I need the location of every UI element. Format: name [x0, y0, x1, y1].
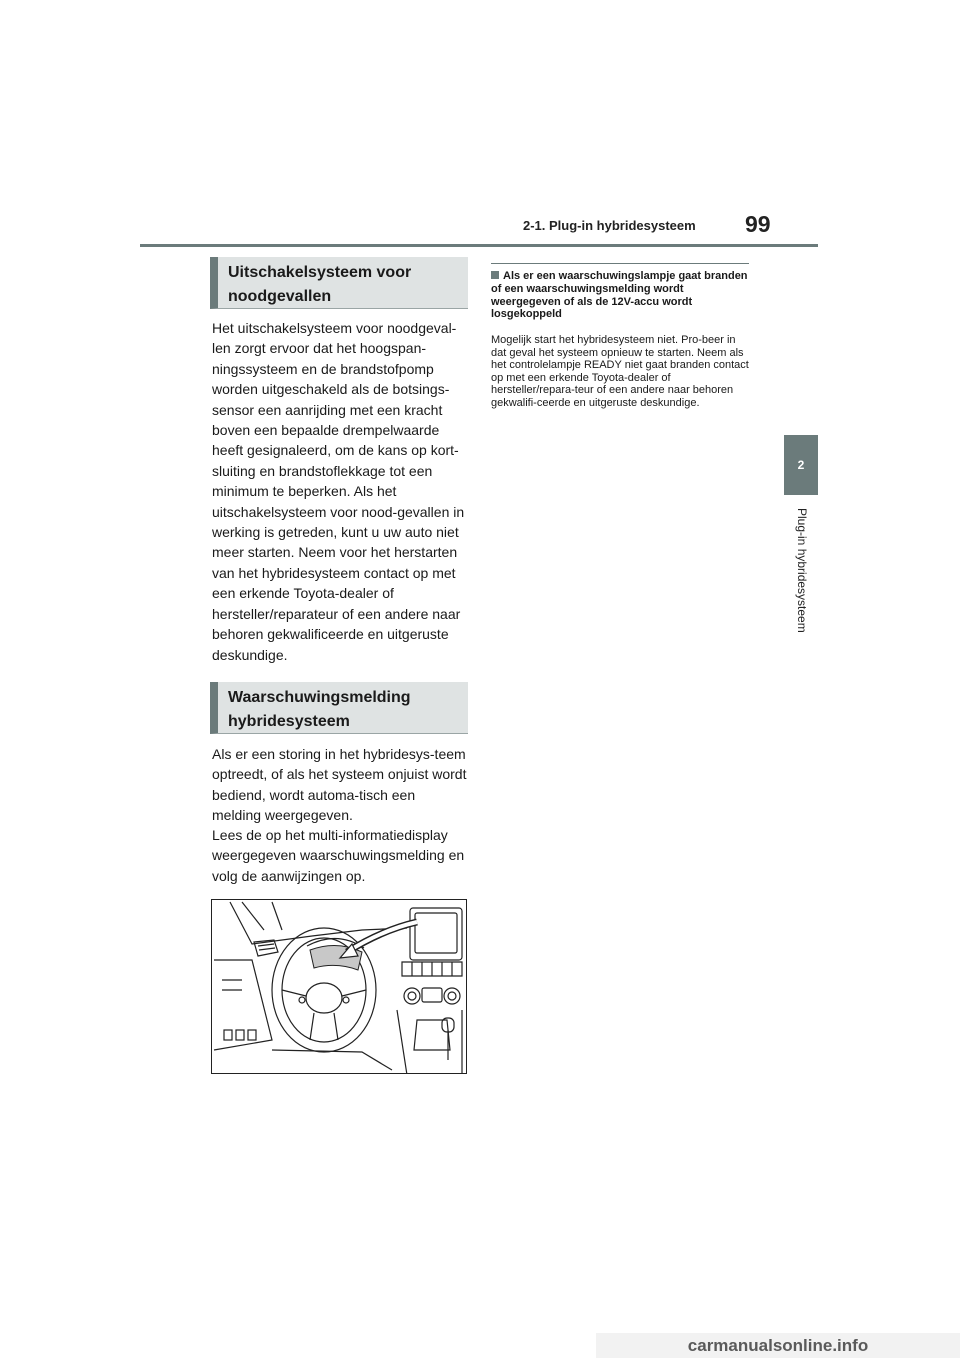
- watermark: carmanualsonline.info: [596, 1333, 960, 1358]
- chapter-tab-title: Plug-in hybridesysteem: [795, 508, 809, 633]
- subsection-rule: [491, 263, 749, 264]
- page-number: 99: [745, 211, 771, 237]
- dashboard-illustration: [211, 899, 467, 1074]
- warning-message-paragraph-2: Lees de op het multi-informatiedisplay weergegeven waarschuwingsmelding en volg de aanwijzingen op.: [212, 827, 465, 884]
- header-rule: [140, 244, 818, 247]
- square-bullet-icon: [491, 271, 499, 279]
- dashboard-illustration-drawing: [212, 900, 467, 1074]
- chapter-tab-number: 2: [784, 435, 818, 495]
- running-header-title: 2-1. Plug-in hybridesysteem: [523, 218, 696, 233]
- emergency-shutoff-paragraph: Het uitschakelsysteem voor noodgeval-len zorgt ervoor dat het hoogspan-ningssysteem en de brandstofpomp worden uitgeschakeld als de botsings-sensor een aanrijding met een kracht boven een bepaalde drempelwaarde heeft gesignaleerd, om de kans op kort-sluiting en brandstoflekkage tot een minimum te beperken. Als het uitschakelsysteem voor nood-gevallen in werking is getreden, kunt u uw auto niet meer starten. Neem voor het herstarten van het hybridesysteem contact op met een erkende Toyota-dealer of hersteller/reparateur of een andere naar behoren gekwalificeerde en uitgeruste deskundige.: [212, 320, 465, 663]
- section-heading-warning-message: Waarschuwingsmelding hybridesysteem: [210, 682, 468, 734]
- subsection-heading: [491, 270, 753, 321]
- subsection-heading-text: Als er een waarschuwingslampje gaat branden of een waarschuwingsmelding wordt weergegeven of als de 12V-accu wordt losgekoppeld: [491, 270, 748, 321]
- section-heading-emergency-shutoff: Uitschakelsysteem voor noodgevallen: [210, 257, 468, 309]
- subsection-text: Mogelijk start het hybridesysteem niet. Pro-beer in dat geval het systeem opnieuw te starten. Neem als het controlelampje READY niet gaat branden contact op met een erkende Toyota-dealer of hersteller/repara-teur of een andere naar behoren gekwalifi-ceerde en uitgeruste deskundige.: [491, 334, 749, 409]
- warning-message-paragraph-1: Als er een storing in het hybridesys-teem optreedt, of als het systeem onjuist wordt bediend, wordt automa-tisch een melding weergegeven.: [212, 746, 467, 824]
